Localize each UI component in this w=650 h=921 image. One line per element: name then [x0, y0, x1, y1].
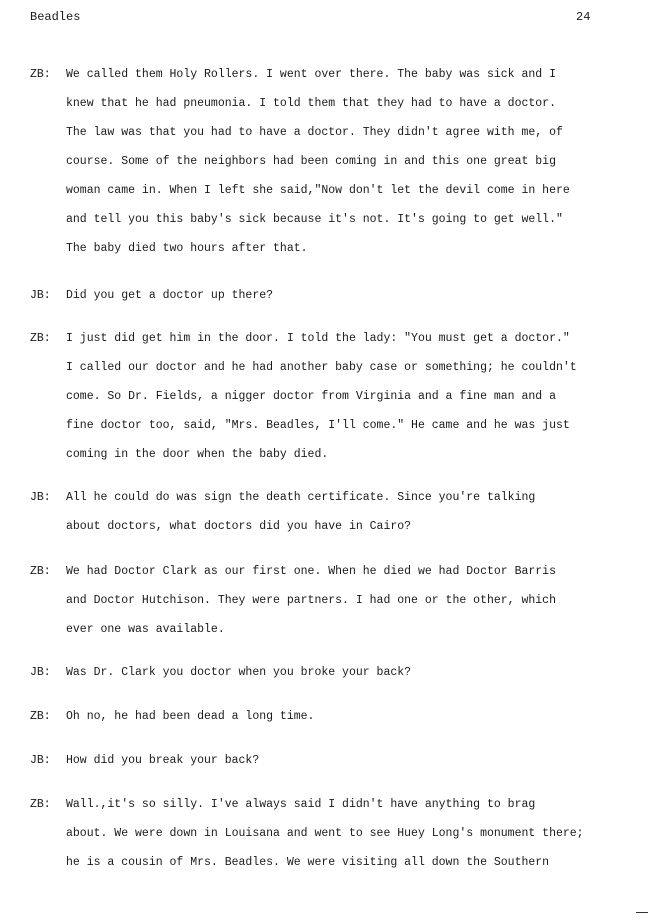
- dialogue-line: We had Doctor Clark as our first one. When he died we had Doctor Barris: [66, 565, 556, 578]
- dialogue-line: knew that he had pneumonia. I told them that they had to have a doctor.: [66, 97, 556, 110]
- dialogue-line: I just did get him in the door. I told the lady: "You must get a doctor.": [66, 332, 570, 345]
- dialogue-line: Was Dr. Clark you doctor when you broke your back?: [66, 666, 412, 679]
- dialogue-line: about. We were down in Louisana and went to see Huey Long's monument there;: [66, 827, 584, 840]
- dialogue-line: We called them Holy Rollers. I went over there. The baby was sick and I: [66, 68, 556, 81]
- dialogue-line: course. Some of the neighbors had been coming in and this one great big: [66, 155, 556, 168]
- page-header-name: Beadles: [30, 10, 81, 24]
- dialogue-line: How did you break your back?: [66, 754, 260, 767]
- dialogue-line: I called our doctor and he had another baby case or something; he couldn't: [66, 361, 577, 374]
- dialogue-line: and Doctor Hutchison. They were partners. I had one or the other, which: [66, 594, 556, 607]
- speaker-label: ZB:: [30, 710, 51, 723]
- dialogue-line: All he could do was sign the death certificate. Since you're talking: [66, 491, 536, 504]
- dialogue-line: Oh no, he had been dead a long time.: [66, 710, 315, 723]
- dialogue-line: Wall.,it's so silly. I've always said I didn't have anything to brag: [66, 798, 536, 811]
- dialogue-line: The law was that you had to have a doctor. They didn't agree with me, of: [66, 126, 563, 139]
- dialogue-line: about doctors, what doctors did you have in Cairo?: [66, 520, 412, 533]
- dialogue-line: ever one was available.: [66, 623, 225, 636]
- page-number: 24: [576, 10, 591, 24]
- speaker-label: JB:: [30, 491, 51, 504]
- dialogue-line: Did you get a doctor up there?: [66, 289, 274, 302]
- speaker-label: ZB:: [30, 332, 51, 345]
- dialogue-line: he is a cousin of Mrs. Beadles. We were visiting all down the Southern: [66, 856, 550, 869]
- speaker-label: JB:: [30, 666, 51, 679]
- speaker-label: JB:: [30, 289, 51, 302]
- dialogue-line: coming in the door when the baby died.: [66, 448, 329, 461]
- dialogue-line: and tell you this baby's sick because it's not. It's going to get well.": [66, 213, 563, 226]
- speaker-label: ZB:: [30, 68, 51, 81]
- dialogue-line: fine doctor too, said, "Mrs. Beadles, I'll come." He came and he was just: [66, 419, 570, 432]
- dialogue-line: come. So Dr. Fields, a nigger doctor from Virginia and a fine man and a: [66, 390, 556, 403]
- speaker-label: ZB:: [30, 565, 51, 578]
- page-edge-mark: [636, 912, 648, 913]
- speaker-label: JB:: [30, 754, 51, 767]
- dialogue-line: The baby died two hours after that.: [66, 242, 308, 255]
- dialogue-line: woman came in. When I left she said,"Now don't let the devil come in here: [66, 184, 570, 197]
- speaker-label: ZB:: [30, 798, 51, 811]
